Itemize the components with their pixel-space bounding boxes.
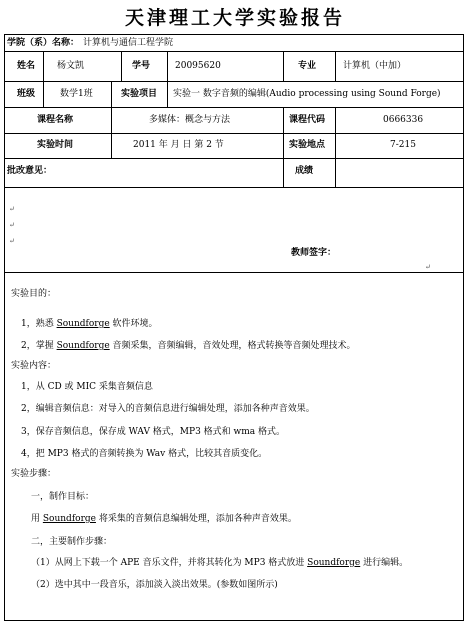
text: 2，掌握 [21,341,57,351]
lab-place-value: 7-215 [390,140,416,150]
score-label: 成绩 [295,166,314,176]
divider [43,81,44,107]
purpose-item [21,340,356,352]
divider [283,107,284,158]
divider [111,107,112,158]
divider [167,81,168,107]
major-label: 专业 [298,61,317,71]
steps-heading: 实验步骤： [11,469,57,479]
divider [5,187,463,188]
text: 将采集的音频信息编辑处理，添加各种声音效果。 [95,514,297,524]
content-item: 3，保存音频信息，保存成 WAV 格式，MP3 格式和 wma 格式。 [21,427,285,437]
purpose-item [21,318,158,330]
divider [335,158,336,187]
lab-time-value: 2011 年 月 日 第 2 节 [133,140,224,150]
text: 1，熟悉 [21,319,57,329]
paragraph-mark: ↵ [425,263,431,271]
step-item: （2）选中其中一段音乐，添加淡入淡出效果。(参数如图所示) [31,580,278,590]
divider [5,51,463,52]
content-item: 4，把 MP3 格式的音频转换为 Wav 格式，比较其音质变化。 [21,449,268,459]
course-name-value: 多媒体：概念与方法 [149,115,231,125]
divider [283,158,284,187]
divider [335,51,336,81]
text: 软件环境。 [109,319,158,329]
divider [5,272,463,273]
class-value: 数学1班 [60,89,93,99]
student-id-value: 20095620 [175,61,221,71]
step-item [31,513,297,525]
project-label: 实验项目 [121,89,158,99]
content-heading: 实验内容： [11,361,57,371]
text: Soundforge [56,319,110,329]
text: Soundforge [42,514,96,524]
course-name-label: 课程名称 [37,115,74,125]
review-label: 批改意见： [7,166,53,176]
text: 用 [31,514,43,524]
text: Soundforge [56,341,110,351]
text: 音频采集，音频编辑，音效处理，格式转换等音频处理技术。 [109,341,356,351]
major-value: 计算机（中加） [343,61,407,71]
divider [167,51,168,81]
page-title: 天津理工大学实验报告 [124,7,345,29]
paragraph-mark: ↵ [9,205,15,213]
paragraph-mark: ↵ [9,237,15,245]
student-id-label: 学号 [132,61,151,71]
content-item: 1，从 CD 或 MIC 采集音频信息 [21,382,153,392]
step-item [31,557,408,569]
purpose-heading: 实验目的： [11,289,57,299]
divider [111,81,112,107]
course-code-label: 课程代码 [289,115,326,125]
name-label: 姓名 [17,61,36,71]
teacher-signature-label: 教师签字： [291,248,337,258]
divider [335,107,336,158]
divider [5,158,463,159]
lab-time-label: 实验时间 [37,140,74,150]
step-heading: 一，制作目标： [31,492,95,502]
text: Soundforge [307,558,361,568]
class-label: 班级 [17,89,36,99]
text: （1）从网上下载一个 APE 音乐文件，并将其转化为 MP3 格式放进 [31,558,308,568]
divider [5,133,463,134]
lab-place-label: 实验地点 [289,140,326,150]
text: 进行编辑。 [360,558,409,568]
college-label: 学院（系）名称： [7,38,80,48]
content-item: 2，编辑音频信息：对导入的音频信息进行编辑处理，添加各种声音效果。 [21,404,315,414]
divider [43,51,44,81]
project-value: 实验一 数字音频的编辑(Audio processing using Sound Forge) [173,89,441,99]
report-frame [4,34,464,621]
name-value: 杨文凯 [57,61,85,71]
step-heading: 二，主要制作步骤： [31,537,113,547]
college-value: 计算机与通信工程学院 [83,38,174,48]
divider [5,81,463,82]
divider [121,51,122,81]
course-code-value: 0666336 [383,115,424,125]
divider [283,51,284,81]
divider [5,107,463,108]
paragraph-mark: ↵ [9,221,15,229]
